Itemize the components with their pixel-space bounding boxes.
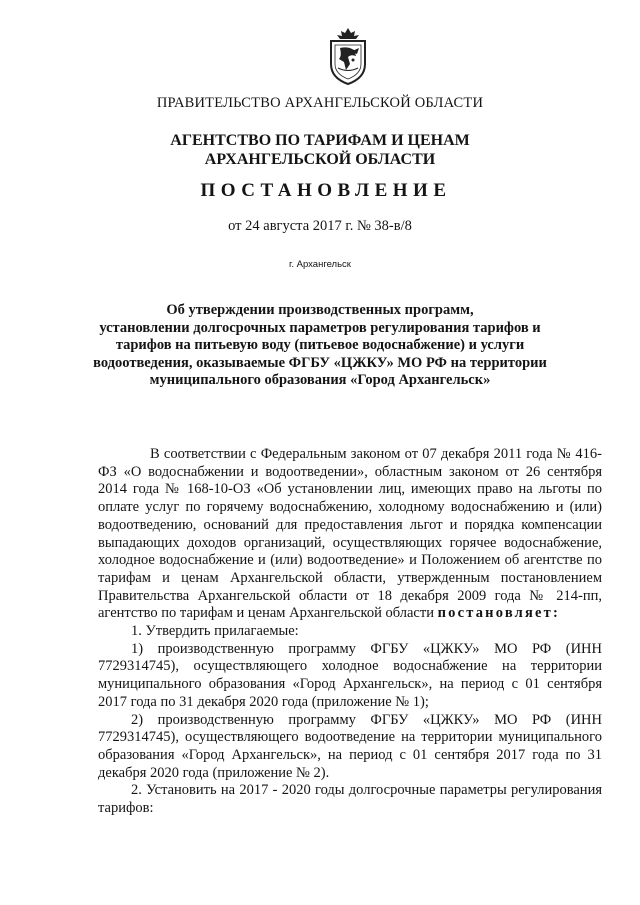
item-1-1: 1) производственную программу ФГБУ «ЦЖКУ» МО РФ (ИНН 7729314745), осуществляющего холодное водоснабжение на территории муниципального образования «Город Архангельск», на период с 01 сентября 2017 года по 31 декабря 2020 года (приложение № 1);	[98, 640, 602, 710]
item-1: 1. Утвердить прилагаемые:	[131, 623, 299, 640]
subject-line: тарифов на питьевую воду (питьевое водоснабжение) и услуги	[115, 337, 525, 353]
subject-line: муниципального образования «Город Архангельск»	[149, 372, 491, 388]
agency-name-line2: АРХАНГЕЛЬСКОЙ ОБЛАСТИ	[204, 151, 436, 168]
government-name: ПРАВИТЕЛЬСТВО АРХАНГЕЛЬСКОЙ ОБЛАСТИ	[156, 95, 484, 111]
document-type-title: ПОСТАНОВЛЕНИЕ	[200, 180, 452, 201]
subject-line: установлении долгосрочных параметров регулирования тарифов и	[99, 319, 541, 336]
document-date-number: от 24 августа 2017 г. № 38-в/8	[228, 218, 412, 234]
document-body	[98, 446, 602, 818]
document-city: г. Архангельск	[289, 259, 351, 270]
subject-line: Об утверждении производственных программ,	[166, 302, 474, 318]
item-1-2: 2) производственную программу ФГБУ «ЦЖКУ» МО РФ (ИНН 7729314745), осуществляющего водоотведение на территории муниципального образования «Город Архангельск», на период с 01 сентября 2017 года по 31 декабря 2020 года (приложение № 2).	[98, 711, 602, 781]
subject-line: водоотведения, оказываемые ФГБУ «ЦЖКУ» МО РФ на территории	[93, 354, 547, 371]
item-2: 2. Установить на 2017 - 2020 годы долгосрочные параметры регулирования тарифов:	[98, 782, 602, 817]
preamble-paragraph	[98, 446, 602, 623]
coat-of-arms-emblem	[326, 26, 370, 86]
agency-name-line1: АГЕНТСТВО ПО ТАРИФАМ И ЦЕНАМ	[170, 132, 470, 149]
preamble-text: В соответствии с Федеральным законом от 07 декабря 2011 года № 416-ФЗ «О водоснабжении и водоотведении», областным законом от 26 сентября 2014 года № 168-10-ОЗ «Об установлении лиц, имеющих право на льготы по оплате услуг по горячему водоснабжению, холодному водоснабжению и (или) водоотведению, оснований для предоставления льгот и порядка компенсации выпадающих доходов организаций, осуществляющих горячее водоснабжение, холодное водоснабжение и (или) водоотведение» и Положением об агентстве по тарифам и ценам Архангельской области, утвержденным постановлением Правительства Архангельской области от 18 декабря 2009 года № 214-пп, агентство по тарифам и ценам Архангельской области	[98, 446, 602, 622]
agency-name	[0, 131, 640, 169]
decrees-word: постановляет:	[437, 605, 561, 622]
document-subject	[0, 302, 640, 390]
